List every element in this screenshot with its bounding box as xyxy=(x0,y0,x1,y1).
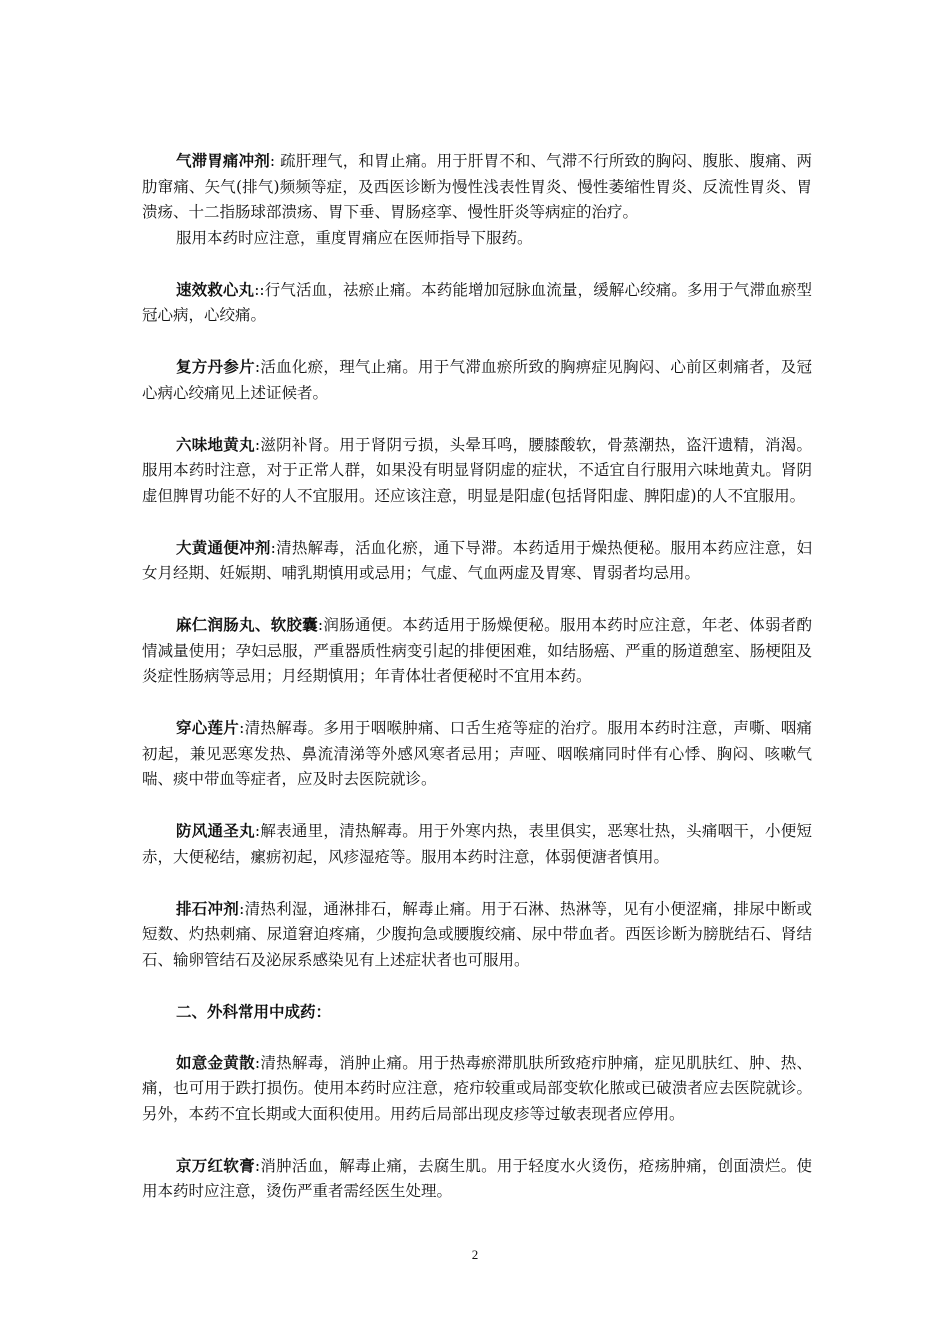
medicine-name: 气滞胃痛冲剂 xyxy=(176,151,270,170)
section-heading: 二、外科常用中成药： xyxy=(176,1001,332,1021)
medicine-name: 如意金黄散 xyxy=(176,1052,255,1072)
medicine-entry xyxy=(142,896,812,974)
page-body xyxy=(142,148,812,1205)
medicine-entry xyxy=(142,277,812,329)
medicine-description: ::行气活血，祛瘀止痛。本药能增加冠脉血流量，缓解心绞痛。多用于气滞血瘀型冠心病，心绞痛。 xyxy=(142,280,812,324)
medicine-description: :滋阴补肾。用于肾阴亏损，头晕耳鸣，腰膝酸软，骨蒸潮热，盗汗遗精，消渴。服用本药时注意，对于正常人群，如果没有明显肾阴虚的症状，不适宜自行服用六味地黄丸。肾阴虚但脾胃功能不好的人不宜服用。还应该注意，明显是阳虚(包括肾阳虚、脾阳虚)的人不宜服用。 xyxy=(142,435,812,505)
medicine-description: :清热利湿，通淋排石，解毒止痛。用于石淋、热淋等，见有小便涩痛，排尿中断或短数、灼热刺痛、尿道窘迫疼痛，少腹拘急或腰腹绞痛、尿中带血者。西医诊断为膀胱结石、肾结石、输卵管结石及泌尿系感染见有上述症状者也可服用。 xyxy=(142,899,812,969)
medicine-description: :润肠通便。本药适用于肠燥便秘。服用本药时应注意，年老、体弱者酌情减量使用；孕妇忌服，严重器质性病变引起的排便困难，如结肠癌、严重的肠道憩室、肠梗阻及炎症性肠病等忌用；月经期慎用；年青体壮者便秘时不宜用本药。 xyxy=(142,616,812,685)
page-number: 2 xyxy=(471,1247,479,1262)
medicine-description: :清热解毒。多用于咽喉肿痛、口舌生疮等症的治疗。服用本药时注意，声嘶、咽痛初起，兼见恶寒发热、鼻流清涕等外感风寒者忌用；声哑、咽喉痛同时伴有心悸、胸闷、咳嗽气喘、痰中带血等症者，应及时去医院就诊。 xyxy=(142,719,812,788)
medicine-name: 六味地黄丸 xyxy=(176,434,255,454)
medicine-note xyxy=(142,226,812,252)
medicine-name: 麻仁润肠丸、软胶囊 xyxy=(176,615,318,634)
medicine-entry xyxy=(142,612,812,690)
medicine-name: 防风通圣丸 xyxy=(176,821,255,840)
medicine-entry xyxy=(142,432,812,510)
medicine-entry xyxy=(142,535,812,587)
medicine-entry xyxy=(142,1153,812,1205)
medicine-description: :消肿活血，解毒止痛，去腐生肌。用于轻度水火烫伤，疮疡肿痛，创面溃烂。使用本药时应注意，烫伤严重者需经医生处理。 xyxy=(142,1156,812,1200)
medicine-entry xyxy=(142,715,812,793)
medicine-name: 京万红软膏 xyxy=(176,1155,255,1175)
medicine-entry xyxy=(142,354,812,406)
medicine-name: 速效救心丸 xyxy=(176,279,255,299)
medicine-name: 大黄通便冲剂 xyxy=(176,537,271,557)
medicine-description: :解表通里，清热解毒。用于外寒内热，表里俱实，恶寒壮热，头痛咽干，小便短赤，大便秘结，瘰疬初起，风疹湿疮等。服用本药时注意，体弱便溏者慎用。 xyxy=(142,822,812,866)
medicine-description: :清热解毒，活血化瘀，通下导滞。本药适用于燥热便秘。服用本药应注意，妇女月经期、妊娠期、哺乳期慎用或忌用；气虚、气血两虚及胃寒、胃弱者均忌用。 xyxy=(142,538,812,582)
medicine-description: 服用本药时应注意，重度胃痛应在医师指导下服药。 xyxy=(176,228,533,247)
medicine-description: : 疏肝理气，和胃止痛。用于肝胃不和、气滞不行所致的胸闷、腹胀、腹痛、两肋窜痛、矢气(排气)频频等症，及西医诊断为慢性浅表性胃炎、慢性萎缩性胃炎、反流性胃炎、胃溃疡、十二指肠球部溃疡、胃下垂、胃肠痉挛、慢性肝炎等病症的治疗。 xyxy=(142,152,812,221)
medicine-entry xyxy=(142,818,812,870)
medicine-name: 穿心莲片 xyxy=(176,718,240,737)
medicine-description: :活血化瘀，理气止痛。用于气滞血瘀所致的胸痹症见胸闷、心前区刺痛者，及冠心病心绞痛见上述证候者。 xyxy=(142,358,812,402)
medicine-name: 复方丹参片 xyxy=(176,357,255,376)
medicine-entry xyxy=(142,1050,812,1128)
medicine-description: :清热解毒，消肿止痛。用于热毒瘀滞肌肤所致疮疖肿痛，症见肌肤红、肿、热、痛，也可用于跌打损伤。使用本药时应注意，疮疖较重或局部变软化脓或已破溃者应去医院就诊。另外，本药不宜长期或大面积使用。用药后局部出现皮疹等过敏表现者应停用。 xyxy=(142,1053,812,1123)
medicine-entry xyxy=(142,148,812,226)
medicine-name: 排石冲剂 xyxy=(176,898,240,918)
